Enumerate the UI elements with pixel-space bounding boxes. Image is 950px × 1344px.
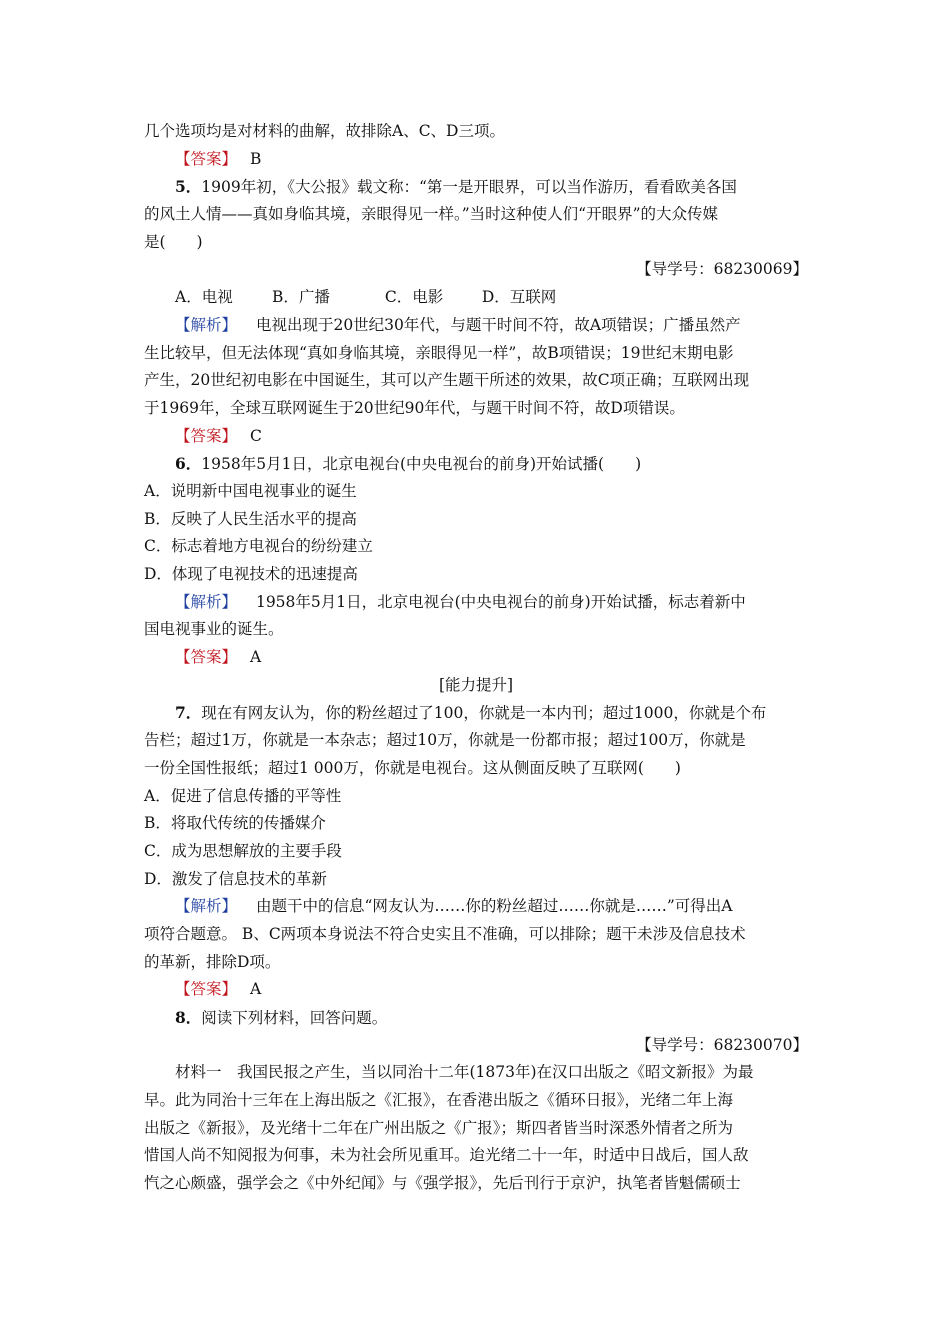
explain-tag: 【解析】 <box>175 592 238 611</box>
question-number: 7． <box>175 703 202 723</box>
explain-tag: 【解析】 <box>175 315 238 334</box>
explain-line <box>144 312 808 340</box>
option-c: C．标志着地方电视台的纷纷建立 <box>144 537 373 556</box>
option-d: D．激发了信息技术的革新 <box>144 869 327 888</box>
text-line: 早。此为同治十三年在上海出版之《汇报》，在香港出版之《循环日报》，光绪二年上海 <box>144 1091 734 1110</box>
answer-line <box>144 976 808 1004</box>
answer-line <box>144 146 808 174</box>
option-a: A．说明新中国电视事业的诞生 <box>144 481 357 500</box>
answer-line <box>144 423 808 451</box>
question-line <box>144 173 808 201</box>
text-line: 于1969年，全球互联网诞生于20世纪90年代，与题干时间不符，故D项错误。 <box>144 398 685 417</box>
text-line: 的风土人情——真如身临其境，亲眼得见一样。”当时这种使人们“开眼界”的大众传媒 <box>144 205 719 224</box>
explain-line <box>144 893 808 921</box>
guide-number: 【导学号：68230070】 <box>636 1035 808 1054</box>
text-line: 忾之心颇盛，强学会之《中外纪闻》与《强学报》，先后刊行于京沪，执笔者皆魁儒硕士 <box>144 1174 741 1193</box>
options-row <box>144 284 808 312</box>
option-b: B．广播 <box>271 288 330 307</box>
option-d: D．体现了电视技术的迅速提高 <box>144 565 358 583</box>
answer-tag: 【答案】 <box>175 426 238 445</box>
text-line: 是( ) <box>144 232 203 251</box>
material-line: 材料一 我国民报之产生，当以同治十二年(1873年)在汉口出版之《昭文新报》为最 <box>175 1063 754 1082</box>
question-text: 现在有网友认为，你的粉丝超过了100，你就是一本内刊；超过1000，你就是个布 <box>201 704 767 723</box>
text-line: 国电视事业的诞生。 <box>144 620 284 639</box>
text-line: 几个选项均是对材料的曲解，故排除A、C、D三项。 <box>144 122 505 140</box>
question-text: 1909年初，《大公报》载文称：“第一是开眼界，可以当作游历，看看欧美各国 <box>201 178 737 197</box>
text-line: 项符合题意。 B、C两项本身说法不符合史实且不准确，可以排除；题干未涉及信息技术 <box>144 924 746 943</box>
answer-value: A <box>249 648 262 667</box>
answer-value: C <box>249 426 262 445</box>
question-line <box>144 1004 808 1032</box>
answer-value: A <box>249 980 262 999</box>
question-number: 6． <box>175 454 202 474</box>
question-number: 8． <box>175 1008 202 1027</box>
guide-number: 【导学号：68230069】 <box>636 260 808 279</box>
text-line: 产生，20世纪初电影在中国诞生，其可以产生题干所述的效果，故C项正确；互联网出现 <box>144 371 750 390</box>
explain-text: 由题干中的信息“网友认为……你的粉丝超过……你就是……”可得出A <box>255 897 733 916</box>
explain-line <box>144 589 808 617</box>
answer-value: B <box>249 149 262 168</box>
question-line <box>144 699 808 727</box>
text-line: 惜国人尚不知阅报为何事，未为社会所见重耳。迨光绪二十一年，时适中日战后，国人敌 <box>144 1146 749 1165</box>
option-a: A．电视 <box>175 288 233 307</box>
text-line: 告栏；超过1万，你就是一本杂志；超过10万，你就是一份都市报；超过100万，你就是 <box>144 731 746 750</box>
answer-tag: 【答案】 <box>175 149 238 168</box>
option-d: D．互联网 <box>481 288 557 307</box>
text-line: 的革新，排除D项。 <box>144 952 281 971</box>
explain-tag: 【解析】 <box>175 897 238 916</box>
answer-tag: 【答案】 <box>175 648 238 667</box>
section-heading: [能力提升] <box>438 675 514 694</box>
text-line: 一份全国性报纸；超过1 000万，你就是电视台。这从侧面反映了互联网( ) <box>144 758 681 777</box>
explain-text: 1958年5月1日，北京电视台(中央电视台的前身)开始试播，标志着新中 <box>255 592 746 611</box>
option-c: C．电影 <box>384 288 444 307</box>
question-text: 1958年5月1日，北京电视台(中央电视台的前身)开始试播( ) <box>201 455 642 474</box>
option-b: B．反映了人民生活水平的提高 <box>144 509 357 528</box>
option-c: C．成为思想解放的主要手段 <box>144 841 342 860</box>
answer-tag: 【答案】 <box>175 980 238 999</box>
document-body <box>144 118 808 1198</box>
question-number: 5． <box>175 177 202 197</box>
option-a: A．促进了信息传播的平等性 <box>144 786 342 805</box>
question-text: 阅读下列材料，回答问题。 <box>201 1009 388 1027</box>
option-b: B．将取代传统的传播媒介 <box>144 814 326 833</box>
answer-line <box>144 644 808 672</box>
explain-text: 电视出现于20世纪30年代，与题干时间不符，故A项错误；广播虽然产 <box>255 315 741 334</box>
question-line <box>144 450 808 478</box>
text-line: 生比较早，但无法体现“真如身临其境，亲眼得见一样”，故B项错误；19世纪末期电影 <box>144 343 734 362</box>
text-line: 出版之《新报》，及光绪十二年在广州出版之《广报》；斯四者皆当时深悉外情者之所为 <box>144 1118 734 1137</box>
